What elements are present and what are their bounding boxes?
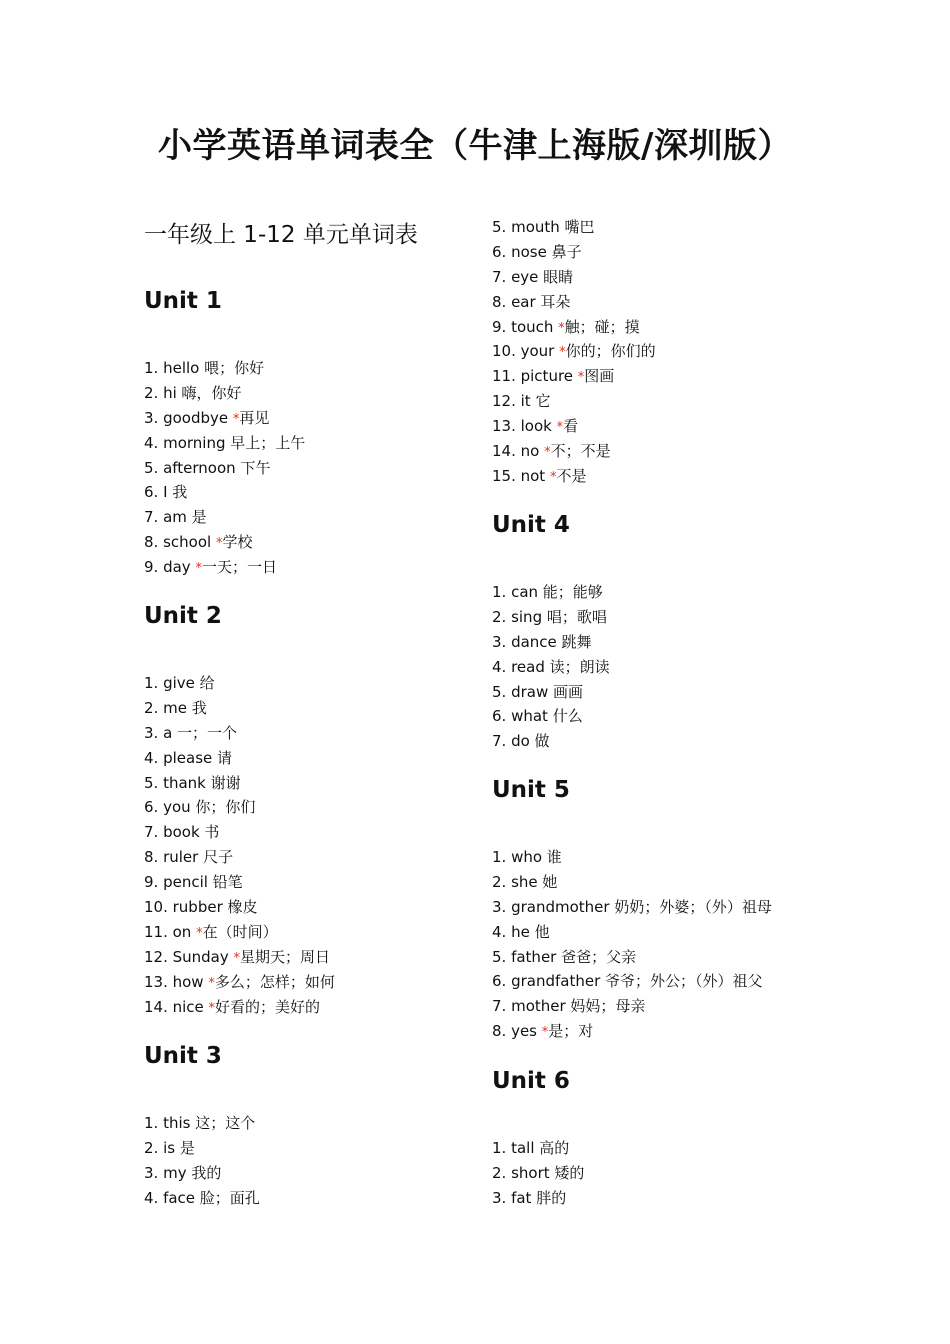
word-meaning: 在（时间） (202, 922, 278, 941)
word-item (144, 555, 305, 580)
word-text: 1. tall 高的 (492, 1139, 570, 1157)
word-meaning: 不；不是 (550, 442, 611, 461)
unit-6-word-list (492, 1136, 584, 1211)
word-item (492, 364, 656, 389)
word-text: 1. can 能；能够 (492, 583, 603, 601)
new-word-star-mark: * (559, 345, 566, 361)
new-word-star-mark: * (233, 950, 241, 966)
word-meaning: 不是 (556, 466, 587, 485)
word-item (144, 1161, 260, 1186)
new-word-star-mark: * (544, 445, 551, 461)
word-text: 6. grandfather 爷爷；外公；（外）祖父 (492, 972, 763, 991)
word-item (144, 1186, 260, 1211)
word-text: 6. you 你；你们 (144, 798, 256, 817)
word-text: 4. face 脸；面孔 (144, 1188, 260, 1207)
word-text: 12. it 它 (492, 392, 551, 411)
word-meaning: 好看的；美好的 (215, 997, 321, 1016)
word-text: 7. do 做 (492, 732, 550, 751)
word-text: 2. short 矮的 (492, 1163, 585, 1182)
new-word-star-mark: * (232, 411, 240, 427)
new-word-star-mark: * (556, 420, 564, 436)
word-text: 2. me 我 (144, 698, 207, 717)
word-text: 3. dance 跳舞 (492, 632, 592, 651)
word-item (492, 655, 610, 680)
new-word-star-mark: * (196, 925, 203, 941)
word-text: 10. your (492, 342, 560, 361)
word-item (492, 439, 656, 464)
word-item (492, 290, 656, 315)
word-item (144, 945, 335, 970)
word-item (144, 870, 335, 895)
word-meaning: 学校 (222, 533, 253, 552)
unit-5-heading: Unit 5 (492, 777, 570, 803)
word-text: 5. father 爸爸；父亲 (492, 947, 637, 966)
word-text: 13. look (492, 417, 557, 436)
word-text: 13. how (144, 972, 209, 991)
word-text: 11. picture (492, 367, 578, 386)
word-item (492, 464, 656, 489)
word-item (144, 671, 335, 696)
word-item (492, 680, 610, 705)
word-text: 8. yes (492, 1022, 542, 1041)
word-text: 12. Sunday (144, 947, 234, 966)
word-text: 2. hi 嗨，你好 (144, 383, 242, 402)
word-item (492, 389, 656, 414)
word-item (144, 920, 335, 945)
word-item (144, 995, 335, 1020)
word-text: 4. he 他 (492, 922, 550, 941)
word-item (492, 265, 656, 290)
word-meaning: 图画 (584, 367, 615, 386)
unit-2-heading: Unit 2 (144, 603, 222, 629)
word-text: 3. my 我的 (144, 1163, 222, 1182)
word-meaning: 星期天；周日 (240, 947, 331, 966)
unit-1-heading: Unit 1 (144, 288, 222, 314)
word-text: 14. nice (144, 997, 209, 1016)
word-text: 11. on (144, 922, 197, 941)
word-item (144, 530, 305, 555)
word-text: 5. mouth 嘴巴 (492, 218, 595, 236)
word-text: 3. a 一；一个 (144, 723, 238, 742)
word-text: 3. goodbye (144, 408, 233, 427)
word-item (492, 240, 656, 265)
word-text: 9. pencil 铅笔 (144, 873, 243, 892)
word-text: 8. ear 耳朵 (492, 292, 571, 311)
word-item (492, 414, 656, 439)
unit-6-heading: Unit 6 (492, 1068, 570, 1094)
word-item (144, 820, 335, 845)
word-item (492, 729, 610, 754)
word-text: 1. this 这；这个 (144, 1114, 256, 1132)
word-item (144, 895, 335, 920)
word-item (144, 1136, 260, 1161)
word-text: 5. thank 谢谢 (144, 773, 241, 792)
word-item (144, 381, 305, 406)
new-word-star-mark: * (195, 561, 202, 577)
word-item (492, 339, 656, 364)
new-word-star-mark: * (208, 975, 215, 991)
word-text: 4. please 请 (144, 748, 233, 767)
word-text: 7. book 书 (144, 823, 220, 842)
word-item (492, 969, 772, 994)
word-item (144, 696, 335, 721)
word-text: 2. sing 唱；歌唱 (492, 607, 607, 626)
word-text: 1. who 谁 (492, 848, 562, 866)
word-item (492, 1186, 584, 1211)
word-text: 7. am 是 (144, 508, 207, 527)
unit-3-word-list-part-1 (144, 1111, 260, 1211)
word-item (144, 845, 335, 870)
new-word-star-mark: * (215, 536, 223, 552)
word-item (492, 845, 772, 870)
new-word-star-mark: * (541, 1025, 549, 1041)
word-text: 7. mother 妈妈；母亲 (492, 997, 646, 1016)
word-text: 1. hello 喂；你好 (144, 359, 265, 377)
unit-3-heading: Unit 3 (144, 1043, 222, 1069)
unit-4-heading: Unit 4 (492, 512, 570, 538)
word-item (492, 215, 656, 240)
word-item (492, 1136, 584, 1161)
word-item (492, 870, 772, 895)
word-item (492, 945, 772, 970)
word-item (144, 431, 305, 456)
word-item (144, 356, 305, 381)
word-text: 9. day (144, 558, 196, 577)
word-text: 5. afternoon 下午 (144, 458, 271, 477)
word-item (144, 480, 305, 505)
word-text: 5. draw 画画 (492, 682, 583, 701)
word-item (492, 1161, 584, 1186)
word-text: 15. not (492, 466, 550, 485)
new-word-star-mark: * (208, 1000, 216, 1016)
word-text: 3. grandmother 奶奶；外婆；（外）祖母 (492, 897, 772, 916)
word-meaning: 触；碰；摸 (564, 317, 640, 336)
unit-1-word-list (144, 356, 305, 580)
word-text: 9. touch (492, 317, 559, 336)
word-text: 2. is 是 (144, 1138, 195, 1157)
new-word-star-mark: * (558, 320, 565, 336)
word-text: 7. eye 眼睛 (492, 267, 574, 286)
word-text: 8. school (144, 533, 216, 552)
word-meaning: 一天；一日 (201, 558, 277, 577)
word-item (144, 505, 305, 530)
word-meaning: 你的；你们的 (565, 342, 656, 361)
new-word-star-mark: * (577, 370, 585, 386)
unit-2-word-list (144, 671, 335, 1019)
word-text: 14. no (492, 442, 545, 461)
word-text: 3. fat 胖的 (492, 1188, 567, 1207)
word-item (144, 746, 335, 771)
word-item (144, 721, 335, 746)
word-item (492, 994, 772, 1019)
word-meaning: 再见 (239, 408, 270, 427)
word-item (144, 406, 305, 431)
word-text: 6. what 什么 (492, 707, 583, 726)
word-item (144, 771, 335, 796)
word-text: 4. morning 早上；上午 (144, 433, 306, 452)
word-item (492, 920, 772, 945)
word-item (492, 630, 610, 655)
word-text: 1. give 给 (144, 674, 215, 692)
word-meaning: 多么；怎样；如何 (214, 972, 335, 991)
word-item (144, 1111, 260, 1136)
word-item (492, 1019, 772, 1044)
word-text: 6. I 我 (144, 483, 188, 502)
new-word-star-mark: * (549, 469, 557, 485)
word-item (492, 605, 610, 630)
grade-subtitle: 一年级上 1-12 单元单词表 (144, 222, 418, 248)
word-meaning: 看 (563, 417, 579, 436)
word-text: 4. read 读；朗读 (492, 657, 610, 676)
unit-3-word-list-part-2 (492, 215, 656, 489)
word-item (492, 315, 656, 340)
word-text: 6. nose 鼻子 (492, 242, 582, 261)
page-title: 小学英语单词表全（牛津上海版/深圳版） (158, 126, 792, 166)
word-meaning: 是；对 (548, 1022, 594, 1041)
word-item (492, 895, 772, 920)
word-text: 2. she 她 (492, 872, 558, 891)
word-item (492, 704, 610, 729)
word-item (492, 580, 610, 605)
word-item (144, 970, 335, 995)
unit-4-word-list (492, 580, 610, 754)
word-item (144, 456, 305, 481)
unit-5-word-list (492, 845, 772, 1044)
word-text: 10. rubber 橡皮 (144, 898, 258, 917)
word-text: 8. ruler 尺子 (144, 848, 234, 867)
word-item (144, 795, 335, 820)
